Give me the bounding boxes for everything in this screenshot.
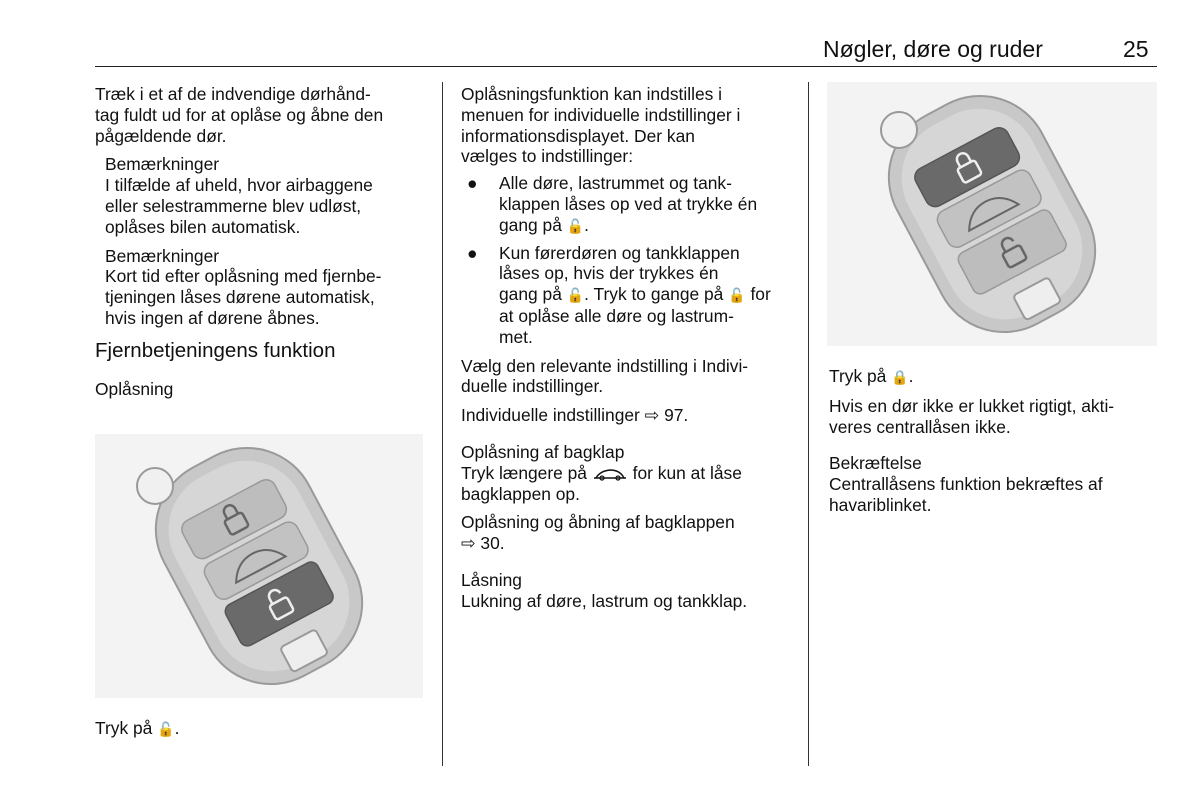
subheading-oplaasning: Oplåsning (95, 378, 174, 399)
heading-oplaasning-bagklap: Oplåsning af bagklap (461, 441, 625, 462)
settings-intro: Oplåsningsfunktion kan indstilles i menuen for individuelle indstillinger i informationsdisplayet. Der kan vælges to indstillinger: (461, 84, 741, 167)
note-text: I tilfælde af uheld, hvor airbaggene eller selestrammerne blev udløst, oplåses bilen automatisk. (105, 175, 373, 237)
bullet-item-all-doors: ● Alle døre, lastrummet og tank- klappen låses op ved at trykke én gang på 🔓. (467, 173, 758, 235)
note-heading: Bemærkninger (105, 245, 220, 266)
heading-laasning: Låsning (461, 569, 522, 590)
page-number: 25 (1123, 36, 1149, 62)
car-tailgate-icon (592, 467, 628, 481)
unlock-icon: 🔓 (157, 721, 175, 737)
key-fob-illustration (95, 434, 423, 698)
unlock-icon: 🔓 (728, 287, 746, 304)
figure-2-caption: Tryk på 🔒. (829, 366, 914, 386)
bekraeftelse-text: Centrallåsens funktion bekræftes af havariblinket. (829, 474, 1103, 515)
bullet-icon: ● (467, 173, 478, 194)
figure-1-caption: Tryk på 🔓. (95, 718, 180, 738)
column-3 (829, 366, 1157, 516)
section-heading: Fjernbetjeningens funktion (95, 338, 336, 362)
cross-reference: Individuelle indstillinger ⇨ 97. (461, 405, 689, 426)
unlock-icon: 🔓 (566, 217, 585, 234)
heading-bekraeftelse: Bekræftelse (829, 453, 922, 474)
unlock-icon: 🔓 (566, 287, 585, 304)
key-fob-lock-figure (827, 82, 1157, 346)
column-divider-1 (442, 82, 443, 766)
column-divider-2 (808, 82, 809, 766)
header-rule (95, 66, 1157, 67)
bullet-icon: ● (467, 242, 478, 263)
bagklap-cross-reference: Oplåsning og åbning af bagklappen ⇨ 30. (461, 512, 735, 554)
column-2 (461, 84, 796, 612)
note-heading: Bemærkninger (105, 154, 220, 175)
page-title: Nøgler, døre og ruder (823, 36, 1043, 62)
bullet-item-driver-door: ● Kun førerdøren og tankklappen låses op, hvis der trykkes én gang på 🔓. Tryk to gange på 🔓 for at oplåse alle døre og lastrum- met. (467, 242, 771, 347)
laasning-text: Lukning af døre, lastrum og tankklap. (461, 590, 748, 611)
lock-icon: 🔒 (891, 369, 909, 385)
settings-paragraph: Vælg den relevante indstilling i Indivi- duelle indstillinger. (461, 355, 749, 397)
central-lock-paragraph: Hvis en dør ikke er lukket rigtigt, akti- veres centrallåsen ikke. (829, 395, 1115, 437)
bagklap-paragraph: Tryk længere på for kun at låse bagklappen op. (461, 462, 742, 504)
intro-paragraph: Træk i et af de indvendige dørhånd- tag fuldt ud for at oplåse og åbne den pågældende dør. (95, 84, 384, 146)
note-autolock (105, 246, 430, 329)
key-fob-illustration (827, 82, 1157, 346)
key-fob-unlock-figure (95, 434, 423, 698)
column-1 (95, 84, 430, 400)
note-text: Kort tid efter oplåsning med fjernbe- tjeningen låses dørene automatisk, hvis ingen af dørene åbnes. (105, 266, 382, 328)
note-airbag (105, 154, 430, 237)
